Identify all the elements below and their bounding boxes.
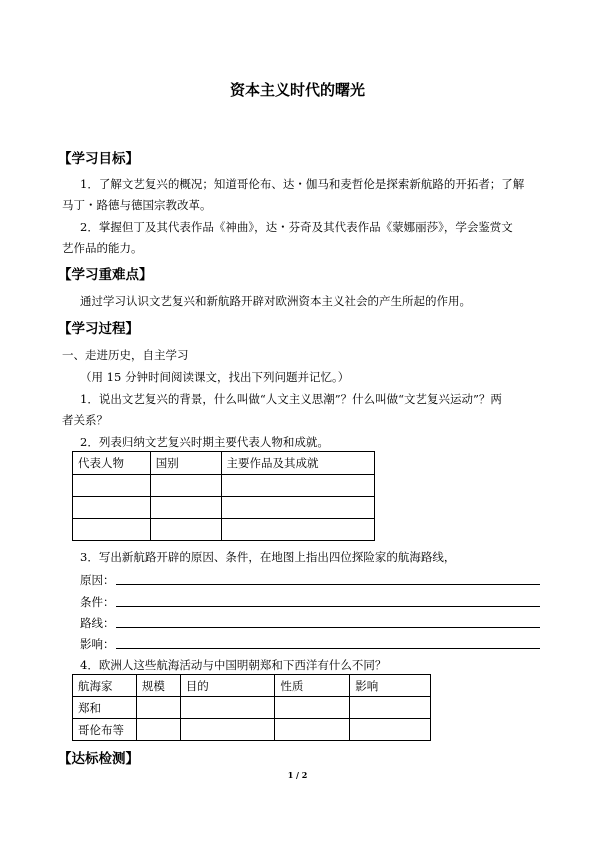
goal-1-line-2: 马丁・路德与德国宗教改革。 [62, 198, 212, 212]
answer-line-condition [116, 606, 540, 607]
figures-table [72, 451, 375, 541]
table-row [73, 475, 375, 497]
answer-line-route [116, 627, 540, 628]
table-cell [180, 719, 275, 741]
table-cell [150, 519, 221, 541]
part-1-title: 一、走进历史，自主学习 [62, 348, 189, 362]
table-row [73, 697, 431, 719]
table-cell [180, 697, 275, 719]
table-row-label: 哥伦布等 [73, 719, 137, 741]
answer-line-reason [116, 584, 540, 585]
page-number: 1 / 2 [287, 770, 308, 780]
table-header-row [73, 675, 431, 697]
table-cell [350, 697, 431, 719]
table-header-cell: 主要作品及其成就 [221, 452, 374, 475]
table-cell [150, 475, 221, 497]
goal-2-line-2: 艺作品的能力。 [62, 241, 143, 255]
answer-line-impact [116, 648, 540, 649]
keypoints-text: 通过学习认识文艺复兴和新航路开辟对欧洲资本主义社会的产生所起的作用。 [80, 294, 471, 308]
table-header-cell: 影响 [350, 675, 431, 697]
table-header-row [73, 452, 375, 475]
table-cell [73, 475, 151, 497]
table-header-cell: 航海家 [73, 675, 137, 697]
question-4: 4．欧洲人这些航海活动与中国明朝郑和下西洋有什么不同？ [80, 658, 387, 672]
table-cell [275, 719, 350, 741]
question-1-line-2: 者关系？ [62, 413, 108, 427]
table-cell [150, 497, 221, 519]
goal-1-line-1: 1．了解文艺复兴的概况；知道哥伦布、达・伽马和麦哲伦是探索新航路的开拓者；了解 [80, 177, 525, 191]
question-3: 3．写出新航路开辟的原因、条件，在地图上指出四位探险家的航海路线， [80, 550, 456, 564]
question-1-line-1: 1．说出文艺复兴的背景，什么叫做“人文主义思潮”？什么叫做“文艺复兴运动”？两 [80, 392, 502, 406]
table-header-cell: 代表人物 [73, 452, 151, 475]
table-cell [350, 719, 431, 741]
table-cell [136, 719, 180, 741]
table-row-label: 郑和 [73, 697, 137, 719]
table-cell [221, 475, 374, 497]
table-row [73, 497, 375, 519]
section-heading-goals: 【学习目标】 [58, 151, 139, 167]
table-cell [73, 497, 151, 519]
page-title: 资本主义时代的曙光 [229, 81, 365, 99]
part-1-note: （用 15 分钟时间阅读课文，找出下列问题并记忆。） [80, 370, 350, 384]
table-header-cell: 国别 [150, 452, 221, 475]
section-heading-test: 【达标检测】 [58, 751, 139, 767]
table-cell [136, 697, 180, 719]
question-2: 2．列表归纳文艺复兴时期主要代表人物和成就。 [80, 435, 329, 449]
section-heading-process: 【学习过程】 [58, 321, 139, 337]
fill-label-condition: 条件： [80, 595, 115, 609]
table-cell [221, 497, 374, 519]
table-header-cell: 目的 [180, 675, 275, 697]
table-header-cell: 性质 [275, 675, 350, 697]
voyages-table [72, 674, 431, 741]
table-cell [275, 697, 350, 719]
goal-2-line-1: 2．掌握但丁及其代表作品《神曲》，达・芬奇及其代表作品《蒙娜丽莎》，学会鉴赏文 [80, 220, 513, 234]
table-cell [221, 519, 374, 541]
section-heading-keypoints: 【学习重难点】 [58, 267, 153, 283]
fill-label-impact: 影响： [80, 637, 115, 651]
table-cell [73, 519, 151, 541]
table-row [73, 719, 431, 741]
fill-label-route: 路线： [80, 616, 115, 630]
table-header-cell: 规模 [136, 675, 180, 697]
fill-label-reason: 原因： [80, 573, 115, 587]
table-row [73, 519, 375, 541]
